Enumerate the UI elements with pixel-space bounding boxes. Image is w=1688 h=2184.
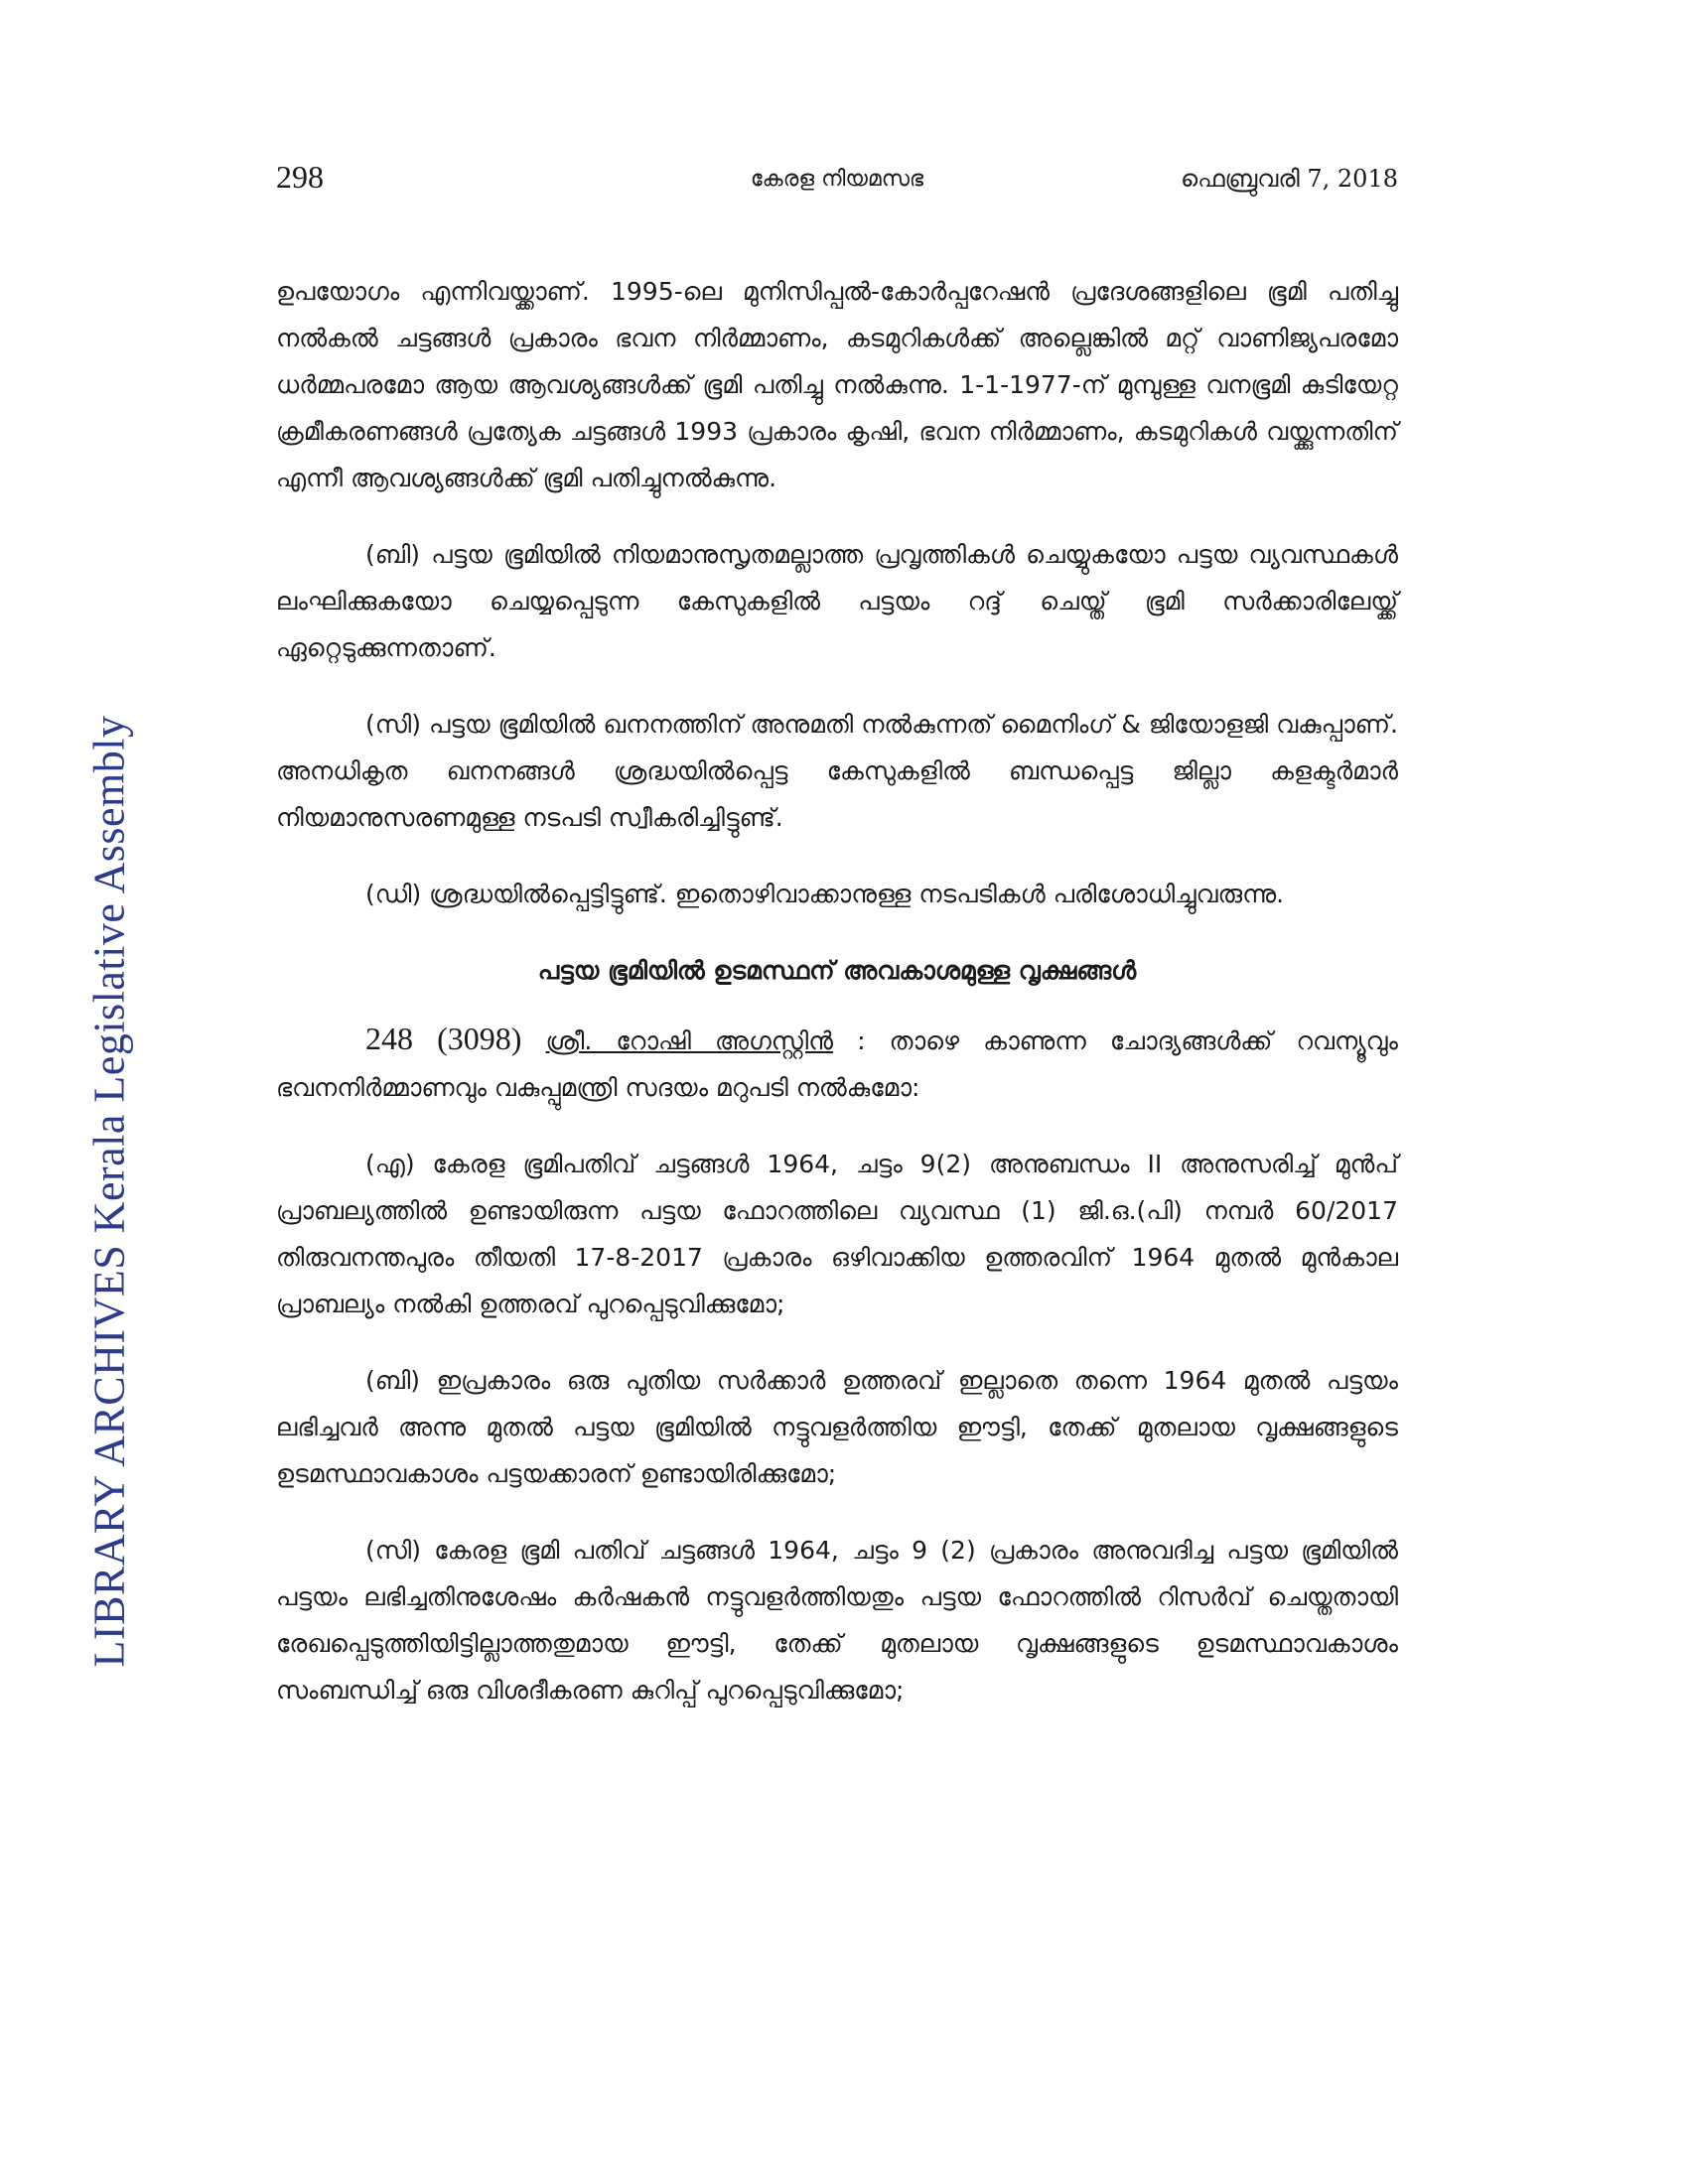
question-part-c: (സി) കേരള ഭൂമി പതിവ് ചട്ടങ്ങൾ 1964, ചട്ടം 9 (2) പ്രകാരം അനുവദിച്ച പട്ടയ ഭൂമിയിൽ പട്ടയം ലഭിച്ചതിനുശേഷം കർഷകൻ നട്ടുവളർത്തിയതും പട്ടയ ഫോറത്തിൽ റിസർവ് ചെയ്തതായി രേഖപ്പെടുത്തിയിട്ടില്ലാത്തതുമായ ഈട്ടി, തേക്ക് മുതലായ വൃക്ഷങ്ങളുടെ ഉടമസ്ഥാവകാശം സംബന്ധിച്ച് ഒരു വിശദീകരണ കുറിപ്പ് പുറപ്പെടുവിക്കുമോ; [276,1536,1398,1705]
answer-paragraph-d: (ഡി) ശ്രദ്ധയിൽപ്പെട്ടിട്ടുണ്ട്. ഇതൊഴിവാക്കാനുള്ള നടപടികൾ പരിശോധിച്ചുവരുന്നു. [365,880,1285,908]
header-date: ഫെബ്രുവരി 7, 2018 [1180,165,1398,193]
document-body [276,268,1398,1743]
page-number: 298 [276,159,324,195]
page-header [276,159,1398,208]
question-heading: പട്ടയ ഭൂമിയിൽ ഉടമസ്ഥന് അവകാശമുള്ള വൃക്ഷങ്ങൾ [537,956,1137,985]
question-intro-text: : താഴെ കാണുന്ന ചോദ്യങ്ങൾക്ക് റവന്യൂവും ഭവനനിർമ്മാണവും വകുപ്പുമന്ത്രി സദയം മറുപടി നൽകുമോ: [276,1026,1399,1102]
archive-watermark: LIBRARY ARCHIVES Kerala Legislative Assembly [84,715,134,1668]
question-part-a: (എ) കേരള ഭൂമിപതിവ് ചട്ടങ്ങൾ 1964, ചട്ടം 9(2) അനുബന്ധം II അനുസരിച്ച് മുൻപ് പ്രാബല്യത്തിൽ ഉണ്ടായിരുന്ന പട്ടയ ഫോറത്തിലെ വ്യവസ്ഥ (1) ജി.ഒ.(പി) നമ്പർ 60/2017 തിരുവനന്തപുരം തീയതി 17-8-2017 പ്രകാരം ഒഴിവാക്കിയ ഉത്തരവിന് 1964 മുതൽ മുൻകാല പ്രാബല്യം നൽകി ഉത്തരവ് പുറപ്പെടുവിക്കുമോ; [276,1150,1398,1318]
answer-paragraph-b: (ബി) പട്ടയ ഭൂമിയിൽ നിയമാനുസൃതമല്ലാത്ത പ്രവൃത്തികൾ ചെയ്യുകയോ പട്ടയ വ്യവസ്ഥകൾ ലംഘിക്കുകയോ ചെയ്യപ്പെടുന്ന കേസുകളിൽ പട്ടയം റദ്ദ് ചെയ്ത് ഭൂമി സർക്കാരിലേയ്ക്ക് ഏറ്റെടുക്കുന്നതാണ്. [276,540,1398,662]
question-part-b: (ബി) ഇപ്രകാരം ഒരു പുതിയ സർക്കാർ ഉത്തരവ് ഇല്ലാതെ തന്നെ 1964 മുതൽ പട്ടയം ലഭിച്ചവർ അന്നു മുതൽ പട്ടയ ഭൂമിയിൽ നട്ടുവളർത്തിയ ഈട്ടി, തേക്ക് മുതലായ വൃക്ഷങ്ങളുടെ ഉടമസ്ഥാവകാശം പട്ടയക്കാരന് ഉണ്ടായിരിക്കുമോ; [276,1366,1398,1488]
answer-paragraph-c: (സി) പട്ടയ ഭൂമിയിൽ ഖനനത്തിന് അനുമതി നൽകുന്നത് മൈനിംഗ് & ജിയോളജി വകുപ്പാണ്. അനധികൃത ഖനനങ്ങൾ ശ്രദ്ധയിൽപ്പെട്ട കേസുകളിൽ ബന്ധപ്പെട്ട ജില്ലാ കളക്ടർമാർ നിയമാനുസരണമുള്ള നടപടി സ്വീകരിച്ചിട്ടുണ്ട്. [276,710,1398,832]
answer-paragraph-a-continued: ഉപയോഗം എന്നിവയ്ക്കാണ്. 1995-ലെ മുനിസിപ്പൽ-കോർപ്പറേഷൻ പ്രദേശങ്ങളിലെ ഭൂമി പതിച്ചു നൽകൽ ചട്ടങ്ങൾ പ്രകാരം ഭവന നിർമ്മാണം, കടമുറികൾക്ക് അല്ലെങ്കിൽ മറ്റ് വാണിജ്യപരമോ ധർമ്മപരമോ ആയ ആവശ്യങ്ങൾക്ക് ഭൂമി പതിച്ചു നൽകുന്നു. 1-1-1977-ന് മുമ്പുള്ള വനഭൂമി കുടിയേറ്റ ക്രമീകരണങ്ങൾ പ്രത്യേക ചട്ടങ്ങൾ 1993 പ്രകാരം കൃഷി, ഭവന നിർമ്മാണം, കടമുറികൾ വയ്ക്കുന്നതിന് എന്നീ ആവശ്യങ്ങൾക്ക് ഭൂമി പതിച്ചുനൽകുന്നു. [276,277,1398,492]
question-number: 248 (3098) [365,1021,522,1056]
question-intro [276,1016,1398,1111]
header-title: കേരള നിയമസഭ [750,167,924,192]
member-name: ശ്രീ. റോഷി അഗസ്റ്റിൻ [545,1026,834,1055]
